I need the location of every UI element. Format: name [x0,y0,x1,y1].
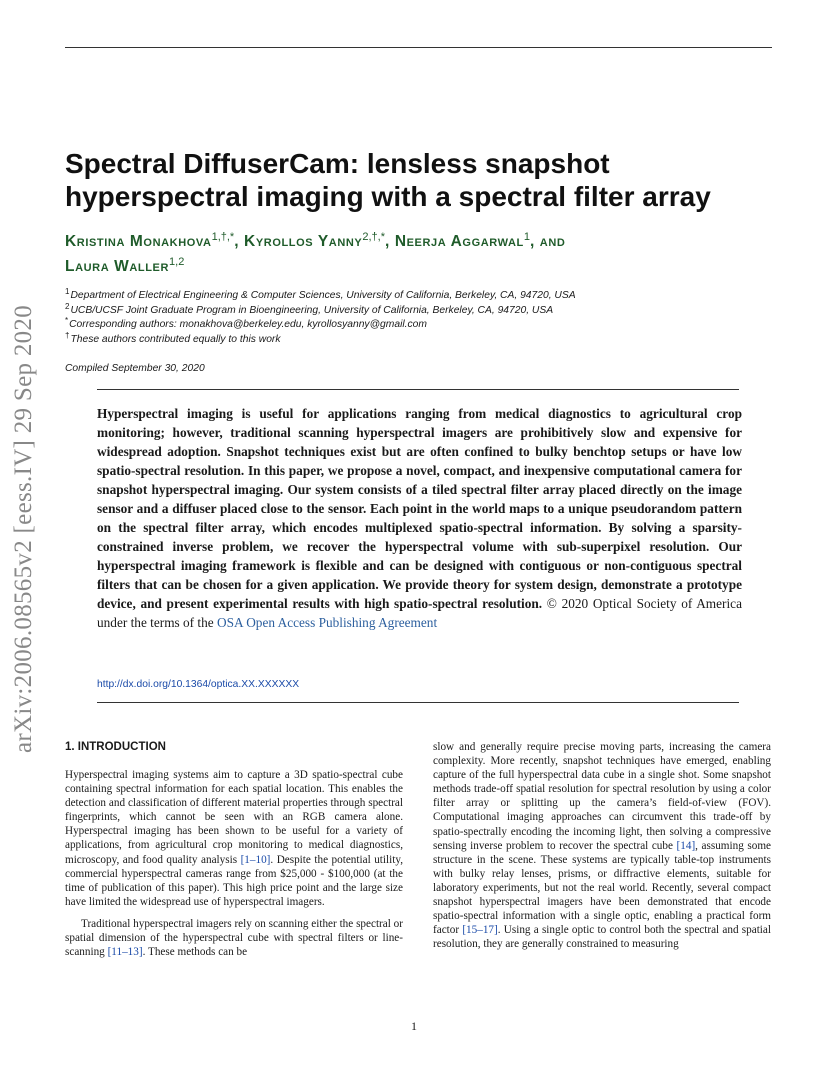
paper-title [65,147,765,213]
osa-license-link[interactable]: OSA Open Access Publishing Agreement [217,615,438,630]
doi-link[interactable]: http://dx.doi.org/10.1364/optica.XX.XXXXXX [97,679,300,690]
title-line-1: Spectral DiffuserCam: lensless snapshot [65,148,610,179]
paragraph: Hyperspectral imaging systems aim to capture a 3D spatio-spectral cube containing spectral information for each spatial location. This enables the detection and classification of different material properties through spectral fingerprints, which cannot be seen with an RGB camera alone. Hyperspectral imaging has been shown to be useful for a variety of applications, from agricultural crop monitoring to medical diagnostics, microscopy, and food quality analysis [1–10]. Despite the potential utility, commercial hyperspectral cameras range from $25,000 - $100,000 (at the time of publication of this paper). This high price point and the large size have limited the widespread use of hyperspectral imagers. [65,769,403,908]
author-affil-mark: 1,2 [169,256,185,268]
section-heading: 1. INTRODUCTION [65,741,166,753]
citation-link[interactable]: [14] [676,839,696,852]
abstract-top-rule [97,389,739,390]
abstract-text: Hyperspectral imaging is useful for applications ranging from medical diagnostics to agricultural crop monitoring; however, traditional scanning hyperspectral imagers are prohibitively slow and expensive for widespread adoption. Snapshot techniques exist but are often confined to bulky benchtop setups or have low spatio-spectral resolution. In this paper, we propose a novel, compact, and inexpensive computational camera for snapshot hyperspectral imaging. Our system consists of a tiled spectral filter array placed directly on the image sensor and a diffuser placed close to the sensor. Each point in the world maps to a unique pseudorandom pattern on the spectral filter array, which encodes multiplexed spatio-spectral information. By solving a sparsity-constrained inverse problem, we recover the hyperspectral volume with sub-superpixel resolution. Our hyperspectral imaging framework is flexible and can be designed with contiguous or non-contiguous spectral filters that can be chosen for a given application. We provide theory for system design, demonstrate a prototype device, and present experimental results with high spatio-spectral resolution. [97,406,742,611]
abstract-bottom-rule [97,702,739,703]
left-column [65,768,403,959]
author-affil-mark: 1 [523,231,530,243]
citation-link[interactable]: [15–17] [462,924,498,937]
title-line-2: hyperspectral imaging with a spectral filter array [65,181,711,212]
compiled-date: Compiled September 30, 2020 [65,363,205,374]
citation-link[interactable]: [1–10] [240,853,271,866]
author-name: Kyrollos Yanny [244,233,363,250]
affiliation-line: $^2$UCB/UCSF Joint Graduate Program in Bioengineering, University of California, Berkeley, CA, 94720, USA [65,301,554,316]
author-name: Laura Waller [65,258,170,275]
citation-link[interactable]: [11–13] [107,946,143,959]
author-affil-mark: 1,†,* [211,231,235,243]
author-list: Kristina Monakhova$^{1,\dagger,*}$, Kyrollos Yanny$^{2,\dagger,*}$, Neerja Aggarwal$^1$, and Laura Waller$^{1,2}$ [65,231,566,275]
abstract [97,404,742,632]
affiliation-line: *Corresponding authors: monakhova@berkeley.edu, kyrollosyanny@gmail.com [65,316,427,330]
paragraph: slow and generally require precise moving parts, increasing the camera complexity. More recently, snapshot techniques have emerged, enabling capture of the full hyperspectral data cube in a single shot. Some snapshot methods trade-off spatial resolution for spectral resolution by using a color filter array or splitting up the camera’s field-of-view (FOV). Computational imaging approaches can circumvent this trade-off by spatio-spectrally encoding the incoming light, then solving a compressive sensing inverse problem to recover the spectral cube [14], assuming some structure in the scene. These systems are typically table-top instruments with bulky relay lenses, prisms, or diffractive elements, suitable for laboratory experiments, but not the real world. Recently, several compact snapshot hyperspectral imagers have been demonstrated that encode spatio-spectral information with a single optic, enabling a practical form factor [15–17]. Using a single optic to control both the spectral and spatial resolution, they are generally constrained to measuring [433,741,771,951]
author-name: Neerja Aggarwal [394,233,524,250]
page-number: 1 [411,1019,417,1033]
author-name: Kristina Monakhova [65,233,212,250]
top-rule [65,47,772,48]
author-affil-mark: 2,†,* [362,231,385,243]
arxiv-stamp: arXiv:2006.08565v2 [eess.IV] 29 Sep 2020 [10,304,38,754]
affiliation-line: †These authors contributed equally to this work [65,330,281,345]
right-column [433,740,771,951]
copyright-text: © 2020 Optical Society of America under the terms of the [97,596,742,630]
paragraph: Traditional hyperspectral imagers rely on scanning either the spectral or spatial dimension of the hyperspectral cube with spectral filters or line-scanning [11–13]. These methods can be [65,917,403,959]
affiliation-line: $^1$Department of Electrical Engineering & Computer Sciences, University of California, Berkeley, CA, 94720, USA [65,287,576,301]
affiliations [65,289,765,347]
